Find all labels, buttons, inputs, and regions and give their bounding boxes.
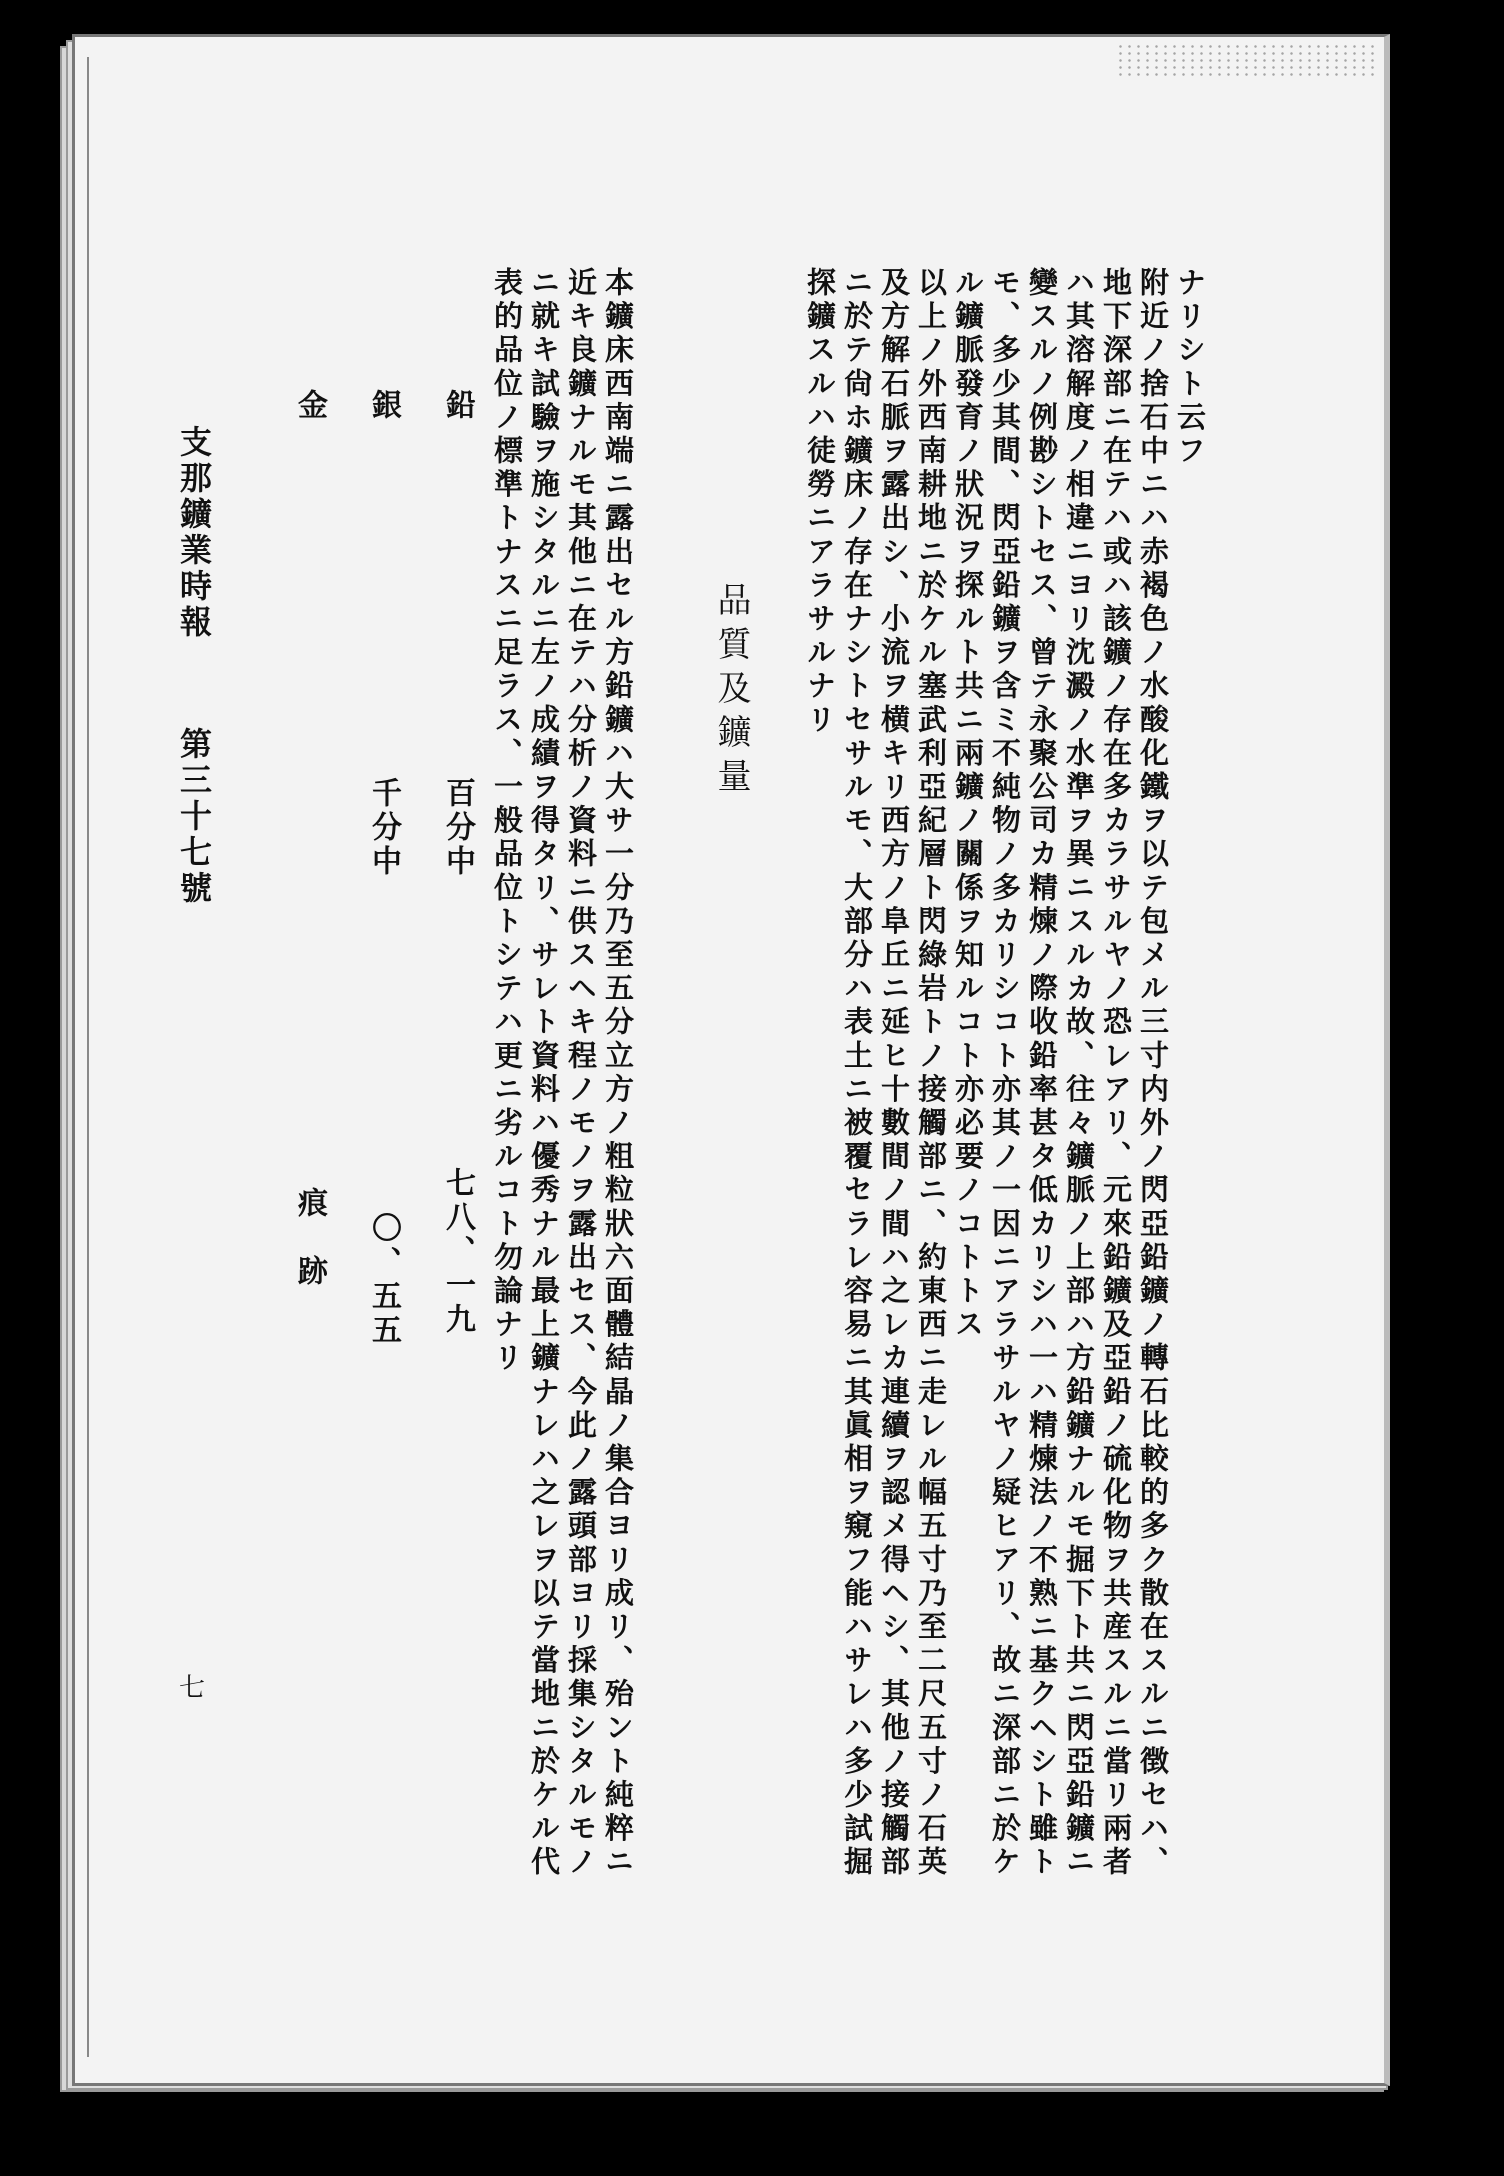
document-page <box>72 34 1390 2086</box>
page-fold-line <box>87 57 89 2057</box>
section-heading: 品質及鑛量 <box>711 582 751 802</box>
text-column: ハ其溶解度ノ相違ニヨリ沈澱ノ水準ヲ異ニスルカ故、往々鑛脈ノ上部ハ方鉛鑛ナルモ掘下ト共ニ閃亞鉛鑛ニ <box>1062 267 1096 1880</box>
text-column: 探鑛スルハ徒勞ニアラサルナリ <box>803 267 837 738</box>
text-column: 以上ノ外西南耕地ニ於ケル塞武利亞紀層ト閃綠岩トノ接觸部ニ、約東西ニ走レル幅五寸乃至二尺五寸ノ石英 <box>914 267 948 1880</box>
assay-element: 金 <box>292 389 327 423</box>
text-column: ナリシト云フ <box>1173 267 1207 469</box>
text-column: 附近ノ捨石中ニハ赤褐色ノ水酸化鐵ヲ以テ包メル三寸内外ノ閃亞鉛鑛ノ轉石比較的多ク散在スルニ徴セハ、 <box>1136 267 1170 1880</box>
text-column: 表的品位ノ標準トナスニ足ラス、一般品位トシテハ更ニ劣ルコト勿論ナリ <box>490 267 524 1376</box>
scan-noise <box>1116 43 1376 77</box>
page-number: 七 <box>179 1673 206 1703</box>
assay-value: 〇、五五 <box>366 1212 401 1348</box>
assay-element: 銀 <box>366 389 401 423</box>
issue-number: 第三十七號 <box>175 727 213 907</box>
assay-value: 七八、一九 <box>440 1167 475 1337</box>
text-column: ニ就キ試驗ヲ施シタルニ左ノ成績ヲ得タリ、サレト資料ハ優秀ナル最上鑛ナレハ之レヲ以テ當地ニ於ケル代 <box>527 267 561 1880</box>
text-column: モ、多少其間、閃亞鉛鑛ヲ含ミ不純物ノ多カリシコト亦其ノ一因ニアラサルヤノ疑ヒアリ、故ニ深部ニ於ケ <box>988 267 1022 1880</box>
text-column: 近キ良鑛ナルモ其他ニ在テハ分析ノ資料ニ供スヘキ程ノモノヲ露出セス、今此ノ露頭部ヨリ採集シタルモノ <box>564 267 598 1880</box>
text-column: 及方解石脈ヲ露出シ、小流ヲ横キリ西方ノ阜丘ニ延ヒ十數間ノ間ハ之レカ連續ヲ認メ得ヘシ、其他ノ接觸部 <box>877 267 911 1880</box>
journal-title: 支那鑛業時報 <box>175 425 213 641</box>
assay-element: 鉛 <box>440 389 475 423</box>
text-column: 本鑛床西南端ニ露出セル方鉛鑛ハ大サ一分乃至五分立方ノ粗粒狀六面體結晶ノ集合ヨリ成リ、殆ント純粹ニ <box>601 267 635 1880</box>
text-column: ニ於テ尙ホ鑛床ノ存在ナシトセサルモ、大部分ハ表土ニ被覆セラレ容易ニ其眞相ヲ窺フ能ハサレハ多少試掘 <box>840 267 874 1880</box>
assay-unit: 千分中 <box>366 777 401 879</box>
text-column: ル鑛脈發育ノ狀況ヲ探ルト共ニ兩鑛ノ關係ヲ知ルコト亦必要ノコトトス <box>951 267 985 1343</box>
assay-unit: 百分中 <box>440 777 475 879</box>
assay-value: 痕 跡 <box>292 1187 327 1289</box>
text-column: 地下深部ニ在テハ或ハ該鑛ノ存在多カラサルヤノ恐レアリ、元來鉛鑛及亞鉛ノ硫化物ヲ共産スルニ當リ兩者 <box>1099 267 1133 1880</box>
text-column: 變スルノ例尠シトセス、曾テ永聚公司カ精煉ノ際收鉛率甚タ低カリシハ一ハ精煉法ノ不熟ニ基クヘシト雖ト <box>1025 267 1059 1880</box>
